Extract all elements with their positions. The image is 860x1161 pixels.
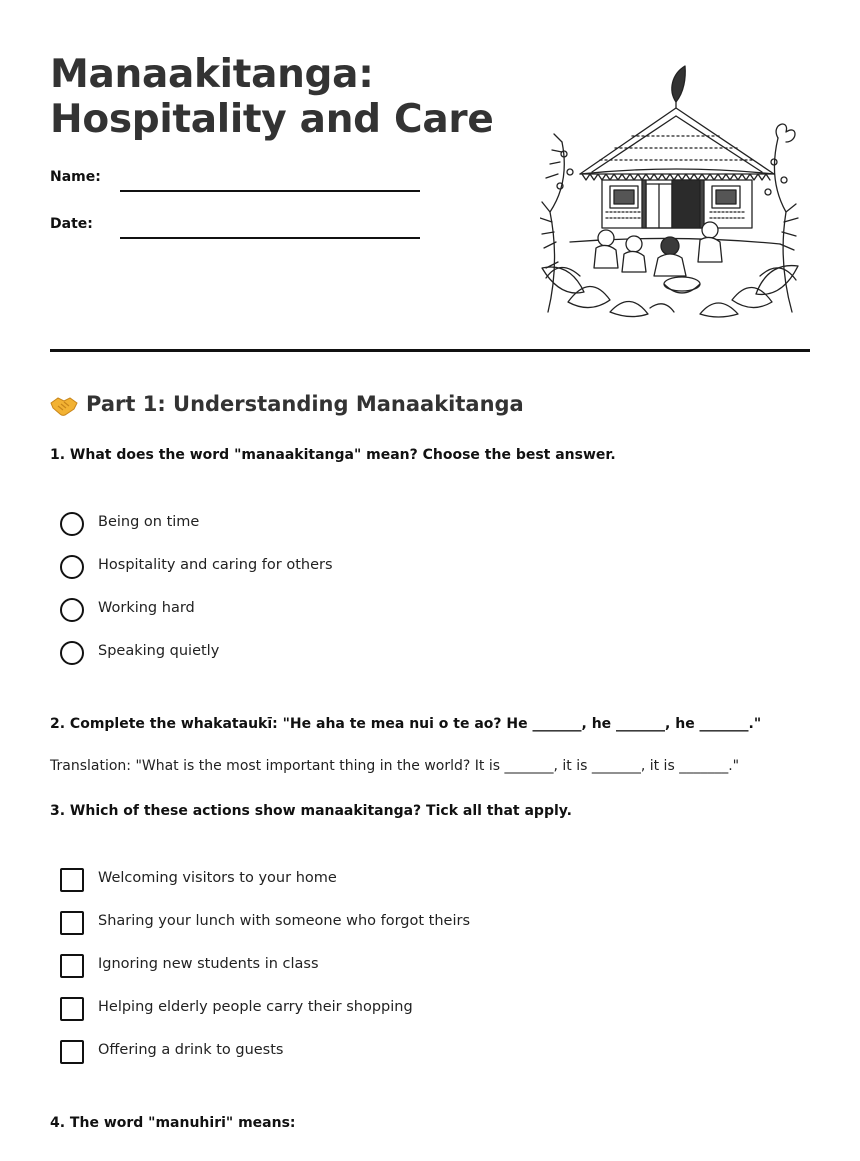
header-divider — [50, 349, 810, 352]
radio-button[interactable] — [60, 598, 84, 622]
option-label: Working hard — [98, 600, 195, 616]
option-label: Sharing your lunch with someone who forgot theirs — [98, 913, 471, 929]
name-label: Name: — [50, 169, 101, 185]
option-label: Helping elderly people carry their shopping — [98, 999, 413, 1015]
part1-heading-text: Part 1: Understanding Manaakitanga — [86, 392, 524, 416]
question-4: 4. The word "manuhiri" means: — [50, 1115, 296, 1131]
checkbox[interactable] — [60, 997, 84, 1021]
handshake-icon — [50, 394, 78, 426]
option-label: Offering a drink to guests — [98, 1042, 284, 1058]
question-3: 3. Which of these actions show manaakitanga? Tick all that apply. — [50, 803, 572, 819]
radio-button[interactable] — [60, 555, 84, 579]
option-label: Hospitality and caring for others — [98, 557, 333, 573]
date-line[interactable] — [120, 237, 420, 239]
part1-heading — [50, 388, 524, 426]
option-label: Ignoring new students in class — [98, 956, 319, 972]
checkbox[interactable] — [60, 1040, 84, 1064]
title-line-2: Hospitality and Care — [50, 97, 494, 142]
checkbox[interactable] — [60, 954, 84, 978]
checkbox[interactable] — [60, 868, 84, 892]
checkbox[interactable] — [60, 911, 84, 935]
question-1: 1. What does the word "manaakitanga" mean? Choose the best answer. — [50, 447, 616, 463]
option-label: Speaking quietly — [98, 643, 220, 659]
radio-button[interactable] — [60, 641, 84, 665]
question-2: 2. Complete the whakataukī: "He aha te mea nui o te ao? He _______, he _______, he _______." — [50, 716, 762, 732]
name-line[interactable] — [120, 190, 420, 192]
option-label: Being on time — [98, 514, 200, 530]
marae-meeting-house-illustration — [540, 62, 802, 320]
name-field[interactable] — [50, 163, 420, 193]
option-label: Welcoming visitors to your home — [98, 870, 337, 886]
date-label: Date: — [50, 216, 93, 232]
radio-button[interactable] — [60, 512, 84, 536]
question-2-translation: Translation: "What is the most important thing in the world? It is _______, it is _______, it is _______." — [50, 758, 740, 774]
date-field[interactable] — [50, 210, 420, 240]
page-title — [50, 52, 493, 142]
title-line-1: Manaakitanga: — [50, 52, 374, 97]
